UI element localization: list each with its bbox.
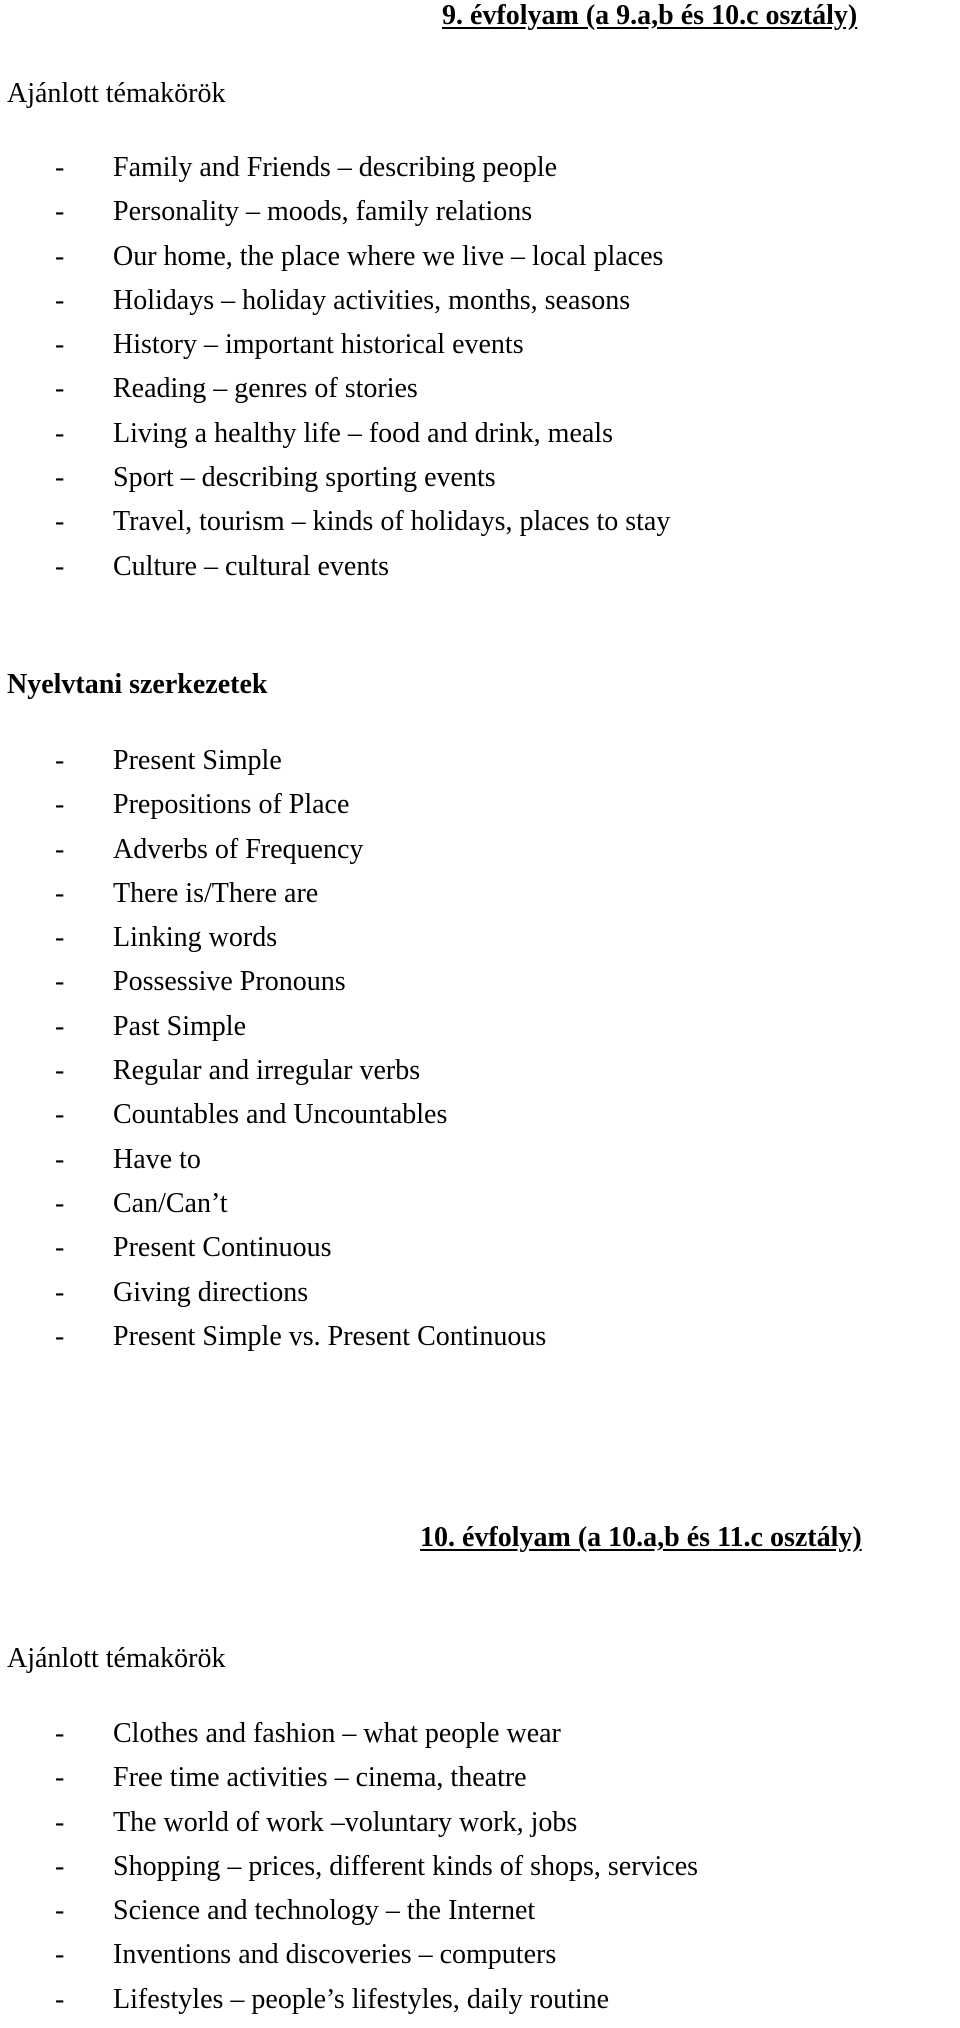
grade10-topics-title: Ajánlott témakörök bbox=[7, 1643, 226, 1674]
list-item-text: Lifestyles – people’s lifestyles, daily routine bbox=[113, 1983, 610, 2015]
bullet-dash: - bbox=[55, 877, 65, 909]
list-item-text: Holidays – holiday activities, months, seasons bbox=[113, 284, 631, 316]
list-item-text: Culture – cultural events bbox=[113, 550, 390, 582]
list-item-text: Regular and irregular verbs bbox=[113, 1055, 421, 1087]
bullet-dash: - bbox=[55, 1143, 65, 1175]
list-item-text: Travel, tourism – kinds of holidays, places to stay bbox=[113, 506, 671, 538]
bullet-dash: - bbox=[55, 1895, 65, 1927]
bullet-dash: - bbox=[55, 1099, 65, 1131]
list-item-text: Adverbs of Frequency bbox=[113, 833, 364, 865]
bullet-dash: - bbox=[55, 284, 65, 316]
bullet-dash: - bbox=[55, 329, 65, 361]
list-item-text: Present Continuous bbox=[113, 1232, 332, 1264]
list-item-text: The world of work –voluntary work, jobs bbox=[113, 1806, 578, 1838]
bullet-dash: - bbox=[55, 745, 65, 776]
bullet-dash: - bbox=[55, 922, 65, 954]
list-item-text: Family and Friends – describing people bbox=[113, 152, 558, 183]
list-item-text: History – important historical events bbox=[113, 329, 524, 361]
list-item-text: Sport – describing sporting events bbox=[113, 462, 496, 494]
bullet-dash: - bbox=[55, 462, 65, 494]
list-item-text: Have to bbox=[113, 1143, 201, 1175]
bullet-dash: - bbox=[55, 1055, 65, 1087]
bullet-dash: - bbox=[55, 373, 65, 405]
bullet-dash: - bbox=[55, 1939, 65, 1971]
list-item-text: Present Simple bbox=[113, 745, 282, 776]
bullet-dash: - bbox=[55, 1983, 65, 2015]
bullet-dash: - bbox=[55, 240, 65, 272]
bullet-dash: - bbox=[55, 833, 65, 865]
list-item-text: Linking words bbox=[113, 922, 278, 954]
list-item-text: Free time activities – cinema, theatre bbox=[113, 1762, 527, 1794]
list-item-text: Can/Can’t bbox=[113, 1187, 228, 1219]
grade9-topics-title: Ajánlott témakörök bbox=[7, 78, 226, 109]
list-item-text: Clothes and fashion – what people wear bbox=[113, 1718, 561, 1749]
list-item-text: Science and technology – the Internet bbox=[113, 1895, 536, 1927]
list-item-text: Inventions and discoveries – computers bbox=[113, 1939, 557, 1971]
bullet-dash: - bbox=[55, 966, 65, 998]
list-item-text: Our home, the place where we live – local places bbox=[113, 240, 664, 272]
list-item-text: Shopping – prices, different kinds of shops, services bbox=[113, 1850, 699, 1882]
bullet-dash: - bbox=[55, 1806, 65, 1838]
bullet-dash: - bbox=[55, 1010, 65, 1042]
bullet-dash: - bbox=[55, 1187, 65, 1219]
bullet-dash: - bbox=[55, 1718, 65, 1749]
bullet-dash: - bbox=[55, 1276, 65, 1308]
bullet-dash: - bbox=[55, 1232, 65, 1264]
bullet-dash: - bbox=[55, 196, 65, 228]
bullet-dash: - bbox=[55, 550, 65, 582]
list-item-text: There is/There are bbox=[113, 877, 319, 909]
bullet-dash: - bbox=[55, 1762, 65, 1794]
list-item-text: Prepositions of Place bbox=[113, 789, 350, 821]
bullet-dash: - bbox=[55, 417, 65, 449]
bullet-dash: - bbox=[55, 1320, 65, 1352]
list-item-text: Personality – moods, family relations bbox=[113, 196, 533, 228]
list-item-text: Reading – genres of stories bbox=[113, 373, 418, 405]
bullet-dash: - bbox=[55, 152, 65, 183]
bullet-dash: - bbox=[55, 506, 65, 538]
list-item-text: Present Simple vs. Present Continuous bbox=[113, 1320, 547, 1352]
bullet-dash: - bbox=[55, 1850, 65, 1882]
list-item-text: Possessive Pronouns bbox=[113, 966, 346, 998]
bullet-dash: - bbox=[55, 789, 65, 821]
list-item-text: Countables and Uncountables bbox=[113, 1099, 448, 1131]
grade9-heading: 9. évfolyam (a 9.a,b és 10.c osztály) bbox=[442, 0, 858, 31]
list-item-text: Giving directions bbox=[113, 1276, 309, 1308]
list-item-text: Living a healthy life – food and drink, meals bbox=[113, 417, 613, 449]
grade9-grammar-title: Nyelvtani szerkezetek bbox=[7, 669, 268, 700]
grade10-heading: 10. évfolyam (a 10.a,b és 11.c osztály) bbox=[420, 1522, 862, 1553]
list-item-text: Past Simple bbox=[113, 1010, 247, 1042]
